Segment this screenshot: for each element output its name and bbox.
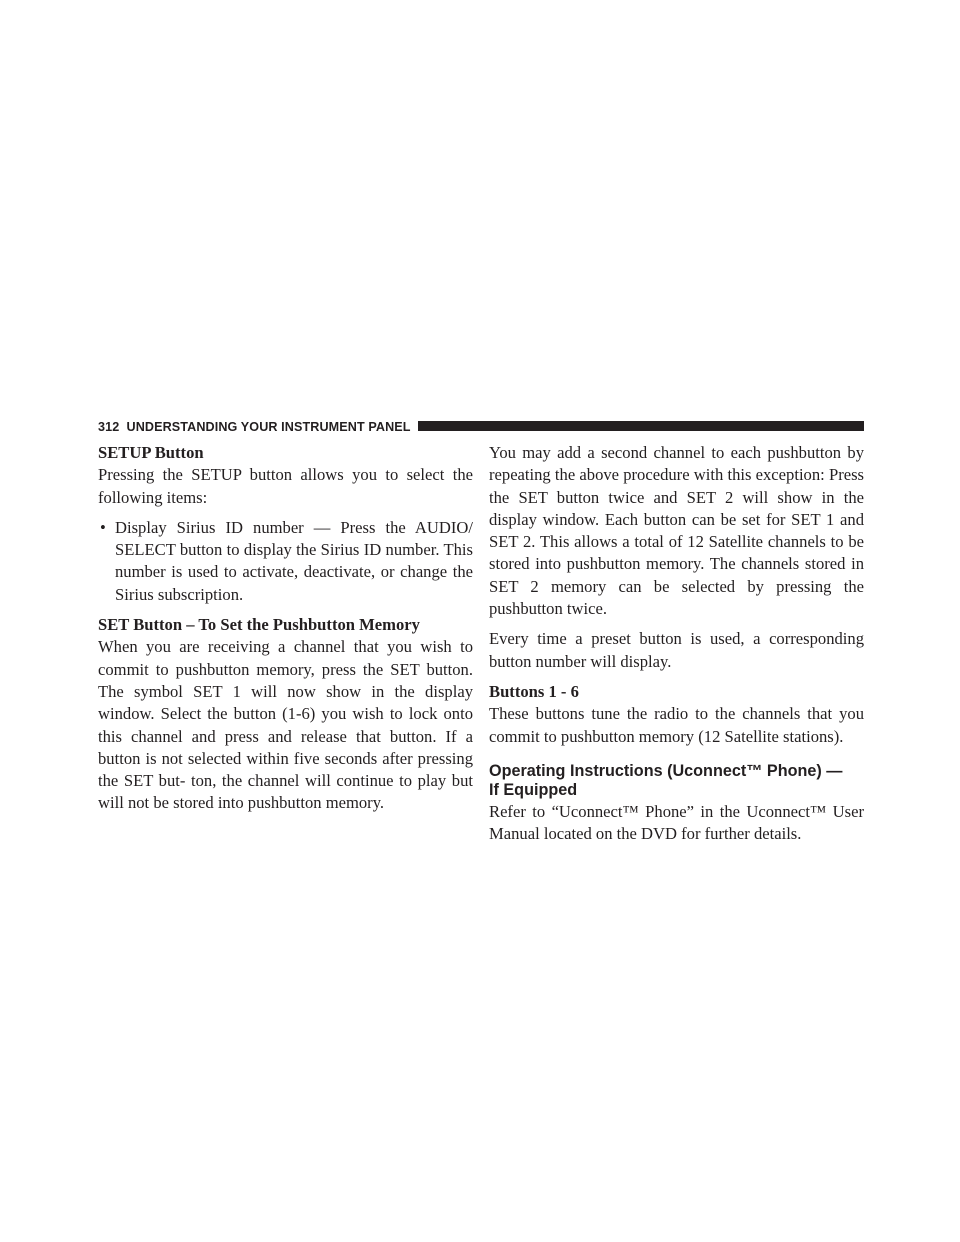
preset-paragraph: Every time a preset button is used, a corresponding button number will display. bbox=[489, 629, 864, 671]
header-rule-bar bbox=[418, 421, 864, 431]
set-button-paragraph: When you are receiving a channel that you wish to commit to pushbutton memory, press the SET button. The symbol SET 1 will now show in the display window. Select the button (1-6) you wish to lock onto this channel and press and release that button. If a button is not selected within five seconds after pressing the SET but- ton, the channel will continue to play but will not be stored into pushbutton memory. bbox=[98, 637, 473, 813]
second-channel-paragraph: You may add a second channel to each pushbutton by repeating the above procedure with this exception: Press the SET button twice and SET 2 will show in the display window. Each button can be set for SET 1 and SET 2. This allows a total of 12 Satellite channels to be stored into pushbutton memory. The channels stored in SET 2 memory can be selected by pressing the pushbutton twice. bbox=[489, 443, 864, 619]
left-column bbox=[98, 442, 473, 815]
list-item bbox=[98, 517, 473, 606]
setup-button-heading: SETUP Button bbox=[98, 443, 204, 462]
page-header bbox=[98, 418, 864, 436]
page-number: 312 bbox=[98, 420, 120, 434]
set-button-heading: SET Button – To Set the Pushbutton Memory bbox=[98, 615, 420, 635]
setup-items-list bbox=[98, 517, 473, 606]
list-item-text: Display Sirius ID number — Press the AUDIO/ SELECT button to display the Sirius ID number. This number is used to activate, deactivate, or change the Sirius subscription. bbox=[115, 517, 473, 604]
setup-intro-paragraph: Pressing the SETUP button allows you to select the following items: bbox=[98, 465, 473, 507]
header-text bbox=[98, 419, 411, 435]
uconnect-heading bbox=[489, 762, 864, 800]
uconnect-heading-line1: Operating Instructions (Uconnect™ Phone) — bbox=[489, 761, 843, 780]
buttons-paragraph: These buttons tune the radio to the channels that you commit to pushbutton memory (12 Satellite stations). bbox=[489, 704, 864, 746]
bullet-icon: • bbox=[100, 517, 106, 537]
uconnect-heading-line2: If Equipped bbox=[489, 780, 578, 799]
section-title: UNDERSTANDING YOUR INSTRUMENT PANEL bbox=[126, 420, 411, 434]
buttons-heading: Buttons 1 - 6 bbox=[489, 681, 579, 701]
right-column bbox=[489, 442, 864, 845]
uconnect-paragraph: Refer to “Uconnect™ Phone” in the Uconnect™ User Manual located on the DVD for further details. bbox=[489, 801, 864, 844]
